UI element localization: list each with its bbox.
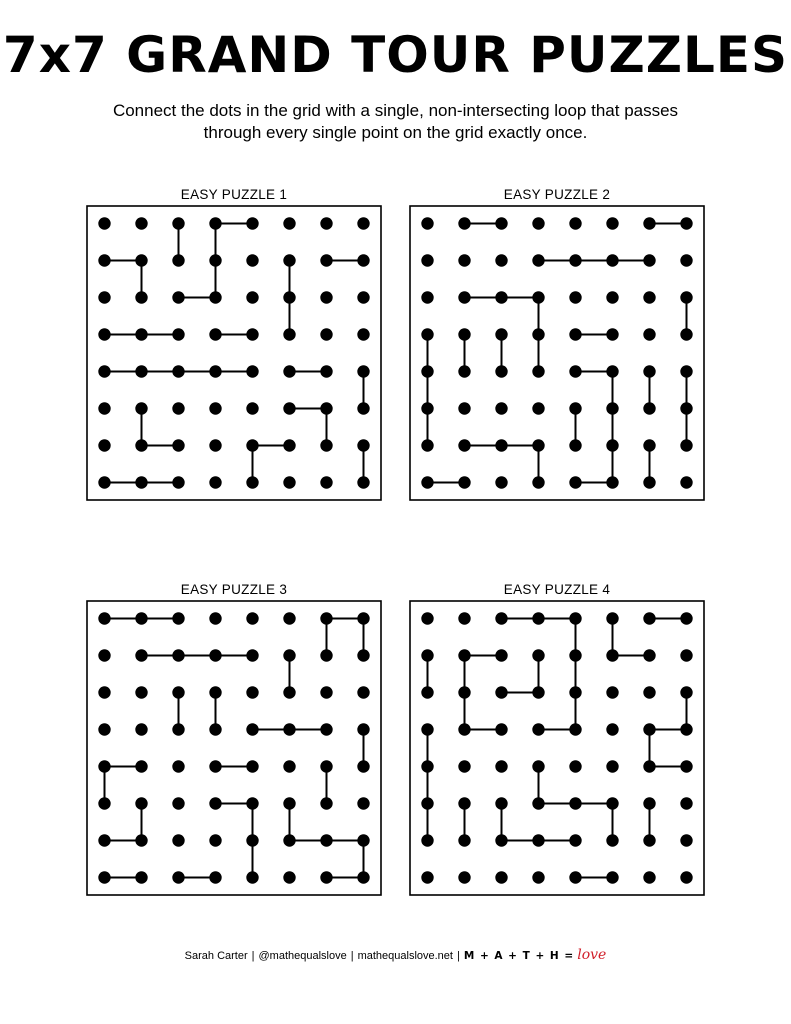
- grid-dot: [495, 797, 507, 809]
- grid-dot: [458, 476, 470, 488]
- grid-dot: [320, 797, 332, 809]
- grid-dot: [98, 402, 110, 414]
- grid-dot: [135, 402, 147, 414]
- grid-dot: [532, 217, 544, 229]
- grid-dot: [357, 612, 369, 624]
- grid-dot: [246, 871, 258, 883]
- grid-dot: [495, 291, 507, 303]
- grid-dot: [357, 254, 369, 266]
- grid-dot: [680, 476, 692, 488]
- grid-dot: [246, 797, 258, 809]
- grid-dot: [606, 328, 618, 340]
- grid-dot: [569, 328, 581, 340]
- grid-dot: [283, 439, 295, 451]
- grid-dot: [532, 871, 544, 883]
- grid-dot: [606, 871, 618, 883]
- grid-dot: [246, 760, 258, 772]
- grid-dot: [680, 723, 692, 735]
- grid-dot: [98, 439, 110, 451]
- grid-dot: [569, 291, 581, 303]
- grid-dot: [283, 254, 295, 266]
- grid-dot: [98, 649, 110, 661]
- grid-dot: [98, 476, 110, 488]
- grid-dot: [320, 291, 332, 303]
- grid-dot: [680, 365, 692, 377]
- grid-dot: [569, 834, 581, 846]
- grid-dot: [246, 365, 258, 377]
- grid-dot: [606, 612, 618, 624]
- grid-dot: [98, 365, 110, 377]
- grid-dot: [680, 834, 692, 846]
- puzzle-border: [87, 206, 381, 500]
- grid-dot: [209, 439, 221, 451]
- grid-dot: [209, 871, 221, 883]
- grid-dot: [283, 834, 295, 846]
- grid-dot: [320, 402, 332, 414]
- footer-author: Sarah Carter: [184, 950, 248, 962]
- grid-dot: [495, 254, 507, 266]
- grid-dot: [357, 217, 369, 229]
- puzzle-border: [410, 206, 704, 500]
- grid-dot: [357, 686, 369, 698]
- grid-dot: [172, 797, 184, 809]
- grid-dot: [606, 254, 618, 266]
- grid-dot: [458, 834, 470, 846]
- grid-dot: [680, 328, 692, 340]
- grid-dot: [357, 871, 369, 883]
- grid-dot: [421, 328, 433, 340]
- grid-dot: [246, 439, 258, 451]
- grid-dot: [495, 402, 507, 414]
- grid-dot: [172, 402, 184, 414]
- grid-dot: [320, 328, 332, 340]
- grid-dot: [495, 612, 507, 624]
- grid-dot: [680, 254, 692, 266]
- puzzle-grid: [409, 205, 705, 501]
- grid-dot: [643, 760, 655, 772]
- grid-dot: [458, 217, 470, 229]
- footer: [0, 947, 791, 963]
- grid-dot: [606, 365, 618, 377]
- grid-dot: [606, 797, 618, 809]
- grid-dot: [357, 834, 369, 846]
- grid-dot: [246, 834, 258, 846]
- grid-dot: [680, 217, 692, 229]
- grid-dot: [495, 760, 507, 772]
- grid-dot: [495, 723, 507, 735]
- grid-dot: [495, 439, 507, 451]
- grid-dot: [98, 760, 110, 772]
- grid-dot: [209, 760, 221, 772]
- puzzle-label: EASY PUZZLE 4: [503, 582, 611, 597]
- grid-dot: [246, 217, 258, 229]
- footer-separator: |: [456, 950, 460, 962]
- grid-dot: [283, 797, 295, 809]
- grid-dot: [283, 402, 295, 414]
- grid-dot: [320, 217, 332, 229]
- grid-dot: [209, 217, 221, 229]
- grid-dot: [569, 612, 581, 624]
- puzzle-grid: [409, 600, 705, 896]
- grid-dot: [98, 217, 110, 229]
- grid-dot: [357, 328, 369, 340]
- grid-dot: [569, 217, 581, 229]
- grid-dot: [532, 328, 544, 340]
- grid-dot: [283, 612, 295, 624]
- grid-dot: [458, 797, 470, 809]
- grid-dot: [421, 760, 433, 772]
- grid-dot: [357, 760, 369, 772]
- grid-dot: [458, 439, 470, 451]
- grid-dot: [680, 612, 692, 624]
- grid-dot: [421, 476, 433, 488]
- grid-dot: [172, 476, 184, 488]
- grid-dot: [458, 871, 470, 883]
- grid-dot: [421, 439, 433, 451]
- grid-dot: [135, 723, 147, 735]
- grid-dot: [495, 686, 507, 698]
- grid-dot: [246, 476, 258, 488]
- grid-dot: [532, 649, 544, 661]
- grid-dot: [421, 612, 433, 624]
- grid-dot: [495, 328, 507, 340]
- grid-dot: [357, 291, 369, 303]
- grid-dot: [532, 723, 544, 735]
- grid-dot: [172, 365, 184, 377]
- grid-dot: [495, 871, 507, 883]
- grid-dot: [209, 686, 221, 698]
- grid-dot: [421, 217, 433, 229]
- grid-dot: [172, 612, 184, 624]
- grid-dot: [98, 291, 110, 303]
- grid-dot: [246, 402, 258, 414]
- grid-dot: [283, 365, 295, 377]
- grid-dot: [246, 612, 258, 624]
- grid-dot: [569, 871, 581, 883]
- grid-dot: [209, 723, 221, 735]
- grid-dot: [283, 723, 295, 735]
- grid-dot: [320, 871, 332, 883]
- grid-dot: [606, 834, 618, 846]
- puzzle-label: EASY PUZZLE 1: [180, 187, 288, 202]
- grid-dot: [135, 254, 147, 266]
- grid-dot: [320, 723, 332, 735]
- grid-dot: [532, 291, 544, 303]
- grid-dot: [569, 686, 581, 698]
- instructions: Connect the dots in the grid with a single, non-intersecting loop that passes through every single point on the grid exactly once.: [112, 101, 679, 142]
- grid-dot: [172, 649, 184, 661]
- grid-dot: [532, 797, 544, 809]
- grid-dot: [135, 439, 147, 451]
- grid-dot: [606, 723, 618, 735]
- grid-dot: [246, 649, 258, 661]
- grid-dot: [209, 254, 221, 266]
- grid-dot: [357, 797, 369, 809]
- grid-dot: [458, 686, 470, 698]
- grid-dot: [532, 612, 544, 624]
- grid-dot: [421, 797, 433, 809]
- grid-dot: [135, 686, 147, 698]
- grid-dot: [606, 439, 618, 451]
- grid-dot: [283, 686, 295, 698]
- grid-dot: [532, 439, 544, 451]
- grid-dot: [357, 723, 369, 735]
- grid-dot: [643, 649, 655, 661]
- grid-dot: [532, 402, 544, 414]
- grid-dot: [172, 723, 184, 735]
- grid-dot: [569, 439, 581, 451]
- grid-dot: [643, 439, 655, 451]
- grid-dot: [569, 797, 581, 809]
- grid-dot: [172, 686, 184, 698]
- puzzle-panel: [86, 581, 382, 896]
- grid-dot: [209, 649, 221, 661]
- grid-dot: [643, 686, 655, 698]
- grid-dot: [209, 365, 221, 377]
- grid-dot: [357, 402, 369, 414]
- grid-dot: [606, 217, 618, 229]
- grid-dot: [643, 291, 655, 303]
- grid-dot: [98, 871, 110, 883]
- grid-dot: [680, 402, 692, 414]
- grid-dot: [320, 649, 332, 661]
- grid-dot: [357, 649, 369, 661]
- footer-separator: |: [251, 950, 255, 962]
- grid-dot: [421, 291, 433, 303]
- grid-dot: [172, 760, 184, 772]
- grid-dot: [532, 834, 544, 846]
- grid-dot: [283, 217, 295, 229]
- grid-dot: [532, 760, 544, 772]
- grid-dot: [421, 402, 433, 414]
- grid-dot: [209, 291, 221, 303]
- footer-handle: @mathequalslove: [258, 950, 347, 962]
- grid-dot: [320, 834, 332, 846]
- grid-dot: [458, 254, 470, 266]
- grid-dot: [209, 797, 221, 809]
- grid-dot: [680, 291, 692, 303]
- grid-dot: [606, 649, 618, 661]
- grid-dot: [135, 871, 147, 883]
- grid-dot: [320, 365, 332, 377]
- grid-dot: [135, 476, 147, 488]
- grid-dot: [135, 365, 147, 377]
- grid-dot: [606, 760, 618, 772]
- grid-dot: [135, 328, 147, 340]
- grid-dot: [569, 365, 581, 377]
- grid-dot: [680, 760, 692, 772]
- grid-dot: [458, 402, 470, 414]
- grid-dot: [320, 686, 332, 698]
- grid-dot: [458, 328, 470, 340]
- puzzle-panel: [86, 186, 382, 501]
- grid-dot: [495, 476, 507, 488]
- grid-dot: [357, 365, 369, 377]
- grid-dot: [643, 365, 655, 377]
- grid-dot: [283, 871, 295, 883]
- grid-dot: [643, 797, 655, 809]
- footer-site: mathequalslove.net: [357, 950, 453, 962]
- grid-dot: [98, 797, 110, 809]
- grid-dot: [283, 649, 295, 661]
- grid-dot: [172, 254, 184, 266]
- grid-dot: [98, 612, 110, 624]
- puzzle-label: EASY PUZZLE 2: [503, 187, 611, 202]
- grid-dot: [421, 686, 433, 698]
- grid-dot: [606, 402, 618, 414]
- puzzle-label: EASY PUZZLE 3: [180, 582, 288, 597]
- grid-dot: [209, 402, 221, 414]
- grid-dot: [606, 291, 618, 303]
- grid-dot: [172, 439, 184, 451]
- grid-dot: [458, 365, 470, 377]
- page-title: 7x7 GRAND TOUR PUZZLES: [2, 26, 789, 84]
- grid-dot: [246, 686, 258, 698]
- grid-dot: [495, 217, 507, 229]
- grid-dot: [172, 217, 184, 229]
- grid-dot: [320, 612, 332, 624]
- grid-dot: [246, 291, 258, 303]
- grid-dot: [320, 254, 332, 266]
- grid-dot: [643, 328, 655, 340]
- grid-dot: [643, 612, 655, 624]
- grid-dot: [680, 439, 692, 451]
- puzzle-border: [410, 601, 704, 895]
- grid-dot: [643, 254, 655, 266]
- footer-brand: M + A + T + H =: [463, 950, 575, 962]
- grid-dot: [643, 402, 655, 414]
- grid-dot: [532, 476, 544, 488]
- grid-dot: [495, 834, 507, 846]
- grid-dot: [421, 254, 433, 266]
- grid-dot: [680, 649, 692, 661]
- grid-dot: [532, 254, 544, 266]
- grid-dot: [172, 291, 184, 303]
- grid-dot: [532, 686, 544, 698]
- grid-dot: [135, 291, 147, 303]
- grid-dot: [135, 612, 147, 624]
- grid-dot: [421, 871, 433, 883]
- grid-dot: [135, 217, 147, 229]
- grid-dot: [569, 476, 581, 488]
- grid-dot: [495, 649, 507, 661]
- puzzle-panel: [409, 581, 705, 896]
- grid-dot: [458, 291, 470, 303]
- grid-dot: [421, 649, 433, 661]
- grid-dot: [357, 476, 369, 488]
- grid-dot: [283, 760, 295, 772]
- grid-dot: [209, 834, 221, 846]
- puzzle-border: [87, 601, 381, 895]
- grid-dot: [172, 328, 184, 340]
- puzzle-grid: [86, 600, 382, 896]
- grid-dot: [209, 328, 221, 340]
- grid-dot: [98, 686, 110, 698]
- grid-dot: [458, 760, 470, 772]
- grid-dot: [643, 871, 655, 883]
- grid-dot: [569, 760, 581, 772]
- grid-dot: [680, 797, 692, 809]
- grid-dot: [458, 612, 470, 624]
- grid-dot: [606, 476, 618, 488]
- grid-dot: [458, 723, 470, 735]
- grid-dot: [643, 217, 655, 229]
- grid-dot: [421, 365, 433, 377]
- grid-dot: [135, 797, 147, 809]
- grid-dot: [643, 476, 655, 488]
- footer-separator: |: [350, 950, 354, 962]
- grid-dot: [246, 254, 258, 266]
- grid-dot: [320, 439, 332, 451]
- grid-dot: [643, 834, 655, 846]
- grid-dot: [135, 760, 147, 772]
- grid-dot: [98, 254, 110, 266]
- grid-dot: [421, 834, 433, 846]
- grid-dot: [680, 686, 692, 698]
- grid-dot: [320, 760, 332, 772]
- grid-dot: [569, 723, 581, 735]
- grid-dot: [532, 365, 544, 377]
- grid-dot: [606, 686, 618, 698]
- grid-dot: [320, 476, 332, 488]
- grid-dot: [680, 871, 692, 883]
- grid-dot: [569, 649, 581, 661]
- grid-dot: [283, 328, 295, 340]
- grid-dot: [98, 834, 110, 846]
- grid-dot: [135, 834, 147, 846]
- grid-dot: [172, 871, 184, 883]
- grid-dot: [569, 254, 581, 266]
- footer-love: love: [577, 947, 607, 963]
- grid-dot: [135, 649, 147, 661]
- puzzle-panel: [409, 186, 705, 501]
- grid-dot: [458, 649, 470, 661]
- grid-dot: [357, 439, 369, 451]
- grid-dot: [643, 723, 655, 735]
- grid-dot: [98, 328, 110, 340]
- grid-dot: [495, 365, 507, 377]
- puzzle-grid: [86, 205, 382, 501]
- grid-dot: [283, 476, 295, 488]
- grid-dot: [209, 476, 221, 488]
- grid-dot: [246, 723, 258, 735]
- grid-dot: [209, 612, 221, 624]
- grid-dot: [172, 834, 184, 846]
- grid-dot: [283, 291, 295, 303]
- grid-dot: [569, 402, 581, 414]
- grid-dot: [98, 723, 110, 735]
- grid-dot: [246, 328, 258, 340]
- grid-dot: [421, 723, 433, 735]
